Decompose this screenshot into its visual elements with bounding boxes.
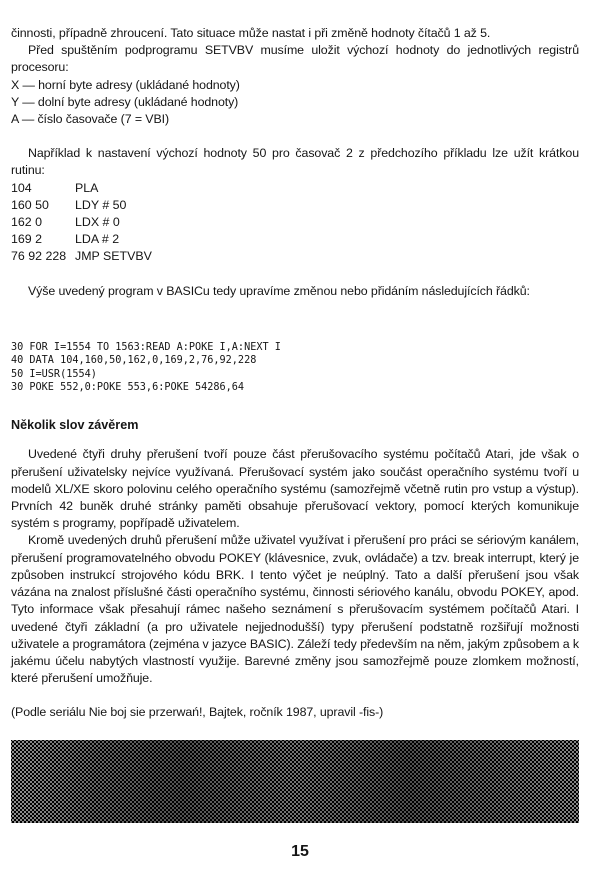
routine-address: 104 xyxy=(11,180,32,195)
register-a: A — číslo časovače (7 = VBI) xyxy=(11,112,169,127)
listing-line: 30 POKE 552,0:POKE 553,6:POKE 54286,64 xyxy=(11,382,245,394)
register-x: X — horní byte adresy (ukládané hodnoty) xyxy=(11,77,240,92)
routine-instruction: JMP SETVBV xyxy=(75,249,152,264)
source-note: (Podle seriálu Nie boj sie przerwań!, Bajtek, ročník 1987, upravil -fis-) xyxy=(11,705,384,720)
section-heading: Několik slov závěrem xyxy=(11,418,139,433)
halftone-pattern xyxy=(11,740,579,823)
routine-address: 162 0 xyxy=(11,215,43,230)
routine-address: 169 2 xyxy=(11,232,43,247)
listing-line: 40 DATA 104,160,50,162,0,169,2,76,92,228 xyxy=(11,355,257,367)
register-y: Y — dolní byte adresy (ukládané hodnoty) xyxy=(11,94,239,109)
routine-instruction: LDA # 2 xyxy=(75,232,120,247)
routine-address: 160 50 xyxy=(11,197,49,212)
page-content xyxy=(11,0,579,722)
intro-line: činnosti, případně zhroucení. Tato situace může nastat i při změně hodnoty čítačů 1 až 5. xyxy=(11,26,491,40)
routine-instruction: LDX # 0 xyxy=(75,215,120,230)
section-paragraph: Kromě uvedených druhů přerušení může uživatel využívat i přerušení pro práci se sériovým kanálem, přerušení programovatelného obvodu POKEY (klávesnice, zvuk, ovládače) a tzv. break interrupt, který je způsoben instrukcí strojového kódu BRK. I tento výčet je neúplný. Tato a další přerušení jsou však vázána na znalost příslušné části operačního systému, činnosti sériového kanálu, obvodu POKEY, apod. Tyto informace však přesahují rámec našeho seznámení s přerušovacím systémem počítačů Atari. I uvedené čtyři základní (a pro uživatele nejjednodušší) typy přerušení podstatně rozšiřují možnosti uživatele a programátora (zejména v jazyce BASIC). Záleží tedy především na něm, jakým způsobem a k jakému účelu nabytých vlastností využije. Barevné změny jsou samozřejmě pouze zlomkem možností, které přerušení umožňuje. xyxy=(11,533,579,686)
intro-paragraph: Před spuštěním podprogramu SETVBV musíme uložit výchozí hodnoty do jednotlivých registrů procesoru: xyxy=(11,43,579,75)
page-number: 15 xyxy=(291,843,309,860)
listing-line: 50 I=USR(1554) xyxy=(11,368,97,380)
listing-line: 30 FOR I=1554 TO 1563:READ A:POKE I,A:NEXT I xyxy=(11,341,281,353)
register-list xyxy=(11,77,579,129)
routine-address: 76 92 228 xyxy=(11,249,67,264)
assembly-routine xyxy=(11,180,579,266)
section-paragraph: Uvedené čtyři druhy přerušení tvoří pouze část přerušovacího systému počítačů Atari, jde však o přerušení uživatelsky nejvíce využívaná. Přerušovací systém jako součást operačního systému tvoří u modelů XL/XE skoro polovinu celého operačního systému (samozřejmě včetně rutin pro vstup a výstup). Prvních 42 buněk druhé stránky paměti obsahuje přerušovací vektory, pomocí kterých komunikuje systém s programy, popřípadě uživatelem. xyxy=(11,447,579,531)
listing-intro: Výše uvedený program v BASICu tedy upravíme změnou nebo přidáním následujících řádků: xyxy=(28,283,530,298)
example-paragraph: Například k nastavení výchozí hodnoty 50 pro časovač 2 z předchozího příkladu lze užít krátkou rutinu: xyxy=(11,146,579,178)
routine-instruction: LDY # 50 xyxy=(75,197,127,212)
basic-listing xyxy=(11,341,579,395)
routine-instruction: PLA xyxy=(75,180,99,195)
